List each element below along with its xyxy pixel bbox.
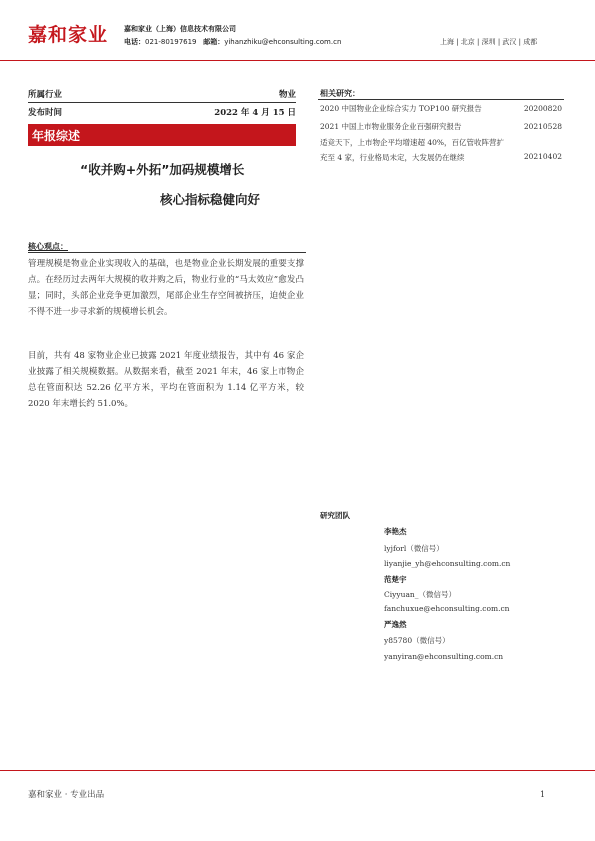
member-wechat: y85780（微信号） (384, 636, 450, 645)
company-name: 嘉和家业（上海）信息技术有限公司 (124, 25, 236, 33)
related-item[interactable] (320, 136, 566, 165)
member-email[interactable]: yanyiran@ehconsulting.com.cn (384, 652, 504, 661)
related-divider (318, 99, 564, 100)
related-item-title: 适竞天下，上市物企平均增速超 40%，百亿管收阵营扩充至 4 家，行业格局未定，大发展仍在继续 (320, 138, 505, 162)
member-email[interactable]: fanchuxue@ehconsulting.com.cn (384, 604, 510, 613)
related-item-date: 20210402 (523, 152, 562, 161)
related-item[interactable] (320, 120, 566, 135)
page-number: 1 (540, 790, 546, 799)
core-paragraph-1: 管理规模是物业企业实现收入的基础，也是物业企业长期发展的重要支撑点。在经历过去两年大规模的收并购之后，物业行业的“马太效应”愈发凸显；同时，头部企业竞争更加激烈，尾部企业生存空间被挤压，迫使企业不得不进一步寻求新的规模增长机会。 (28, 259, 304, 317)
industry-value: 物业 (278, 90, 296, 100)
headline-sub: 核心指标稳健向好 (160, 192, 261, 207)
date-row (28, 106, 296, 118)
member-name: 李艳杰 (384, 527, 407, 536)
related-item-date: 20200820 (523, 104, 562, 113)
research-team-title: 研究团队 (320, 511, 350, 520)
core-view-label: 核心观点： (28, 241, 68, 251)
member-email[interactable]: liyanjie_yh@ehconsulting.com.cn (384, 559, 511, 568)
office-cities: 上海 | 北京 | 深圳 | 武汉 | 成都 (440, 38, 538, 46)
email-label: 邮箱： (203, 38, 225, 46)
footer-brand: 嘉和家业 · 专业出品 (28, 790, 105, 800)
member-name: 严逸然 (384, 620, 407, 629)
industry-label: 所属行业 (28, 90, 63, 100)
headline-main: “收并购+外拓”加码规模增长 (80, 162, 245, 177)
related-research-title: 相关研究： (320, 88, 360, 98)
member-name: 范楚宇 (384, 575, 407, 584)
member-wechat: lyjforl（微信号） (384, 544, 444, 553)
date-label: 发布时间 (28, 108, 63, 118)
core-divider (28, 252, 306, 253)
related-item[interactable] (320, 102, 566, 117)
header-divider (0, 60, 595, 61)
industry-row (28, 88, 296, 100)
core-paragraph-2: 目前，共有 48 家物业企业已披露 2021 年度业绩报告，其中有 46 家企业披露了相关规模数据。从数据来看，截至 2021 年末，46 家上市物企总在管面积达 52.26 亿平方米，平均在管面积为 1.14 亿平方米，较 2020 年末增长约 51.0%。 (28, 351, 304, 409)
date-value: 2022 年 4 月 15 日 (214, 108, 296, 118)
footer-divider (0, 770, 595, 771)
report-type-banner: 年报综述 (28, 124, 296, 146)
contact-info (124, 37, 341, 47)
company-logo: 嘉和家业 (28, 24, 109, 46)
related-item-date: 20210528 (523, 122, 562, 131)
phone-number: 021-80197619 (145, 38, 197, 46)
email-address: yihanzhiku@ehconsulting.com.cn (224, 38, 342, 46)
related-item-title: 2020 中国物业企业综合实力 TOP100 研究报告 (320, 104, 482, 113)
meta-divider (28, 102, 296, 103)
related-item-title: 2021 中国上市物业服务企业百强研究报告 (320, 122, 462, 131)
phone-label: 电话： (124, 38, 145, 46)
member-wechat: Ciyyuan_（微信号） (384, 590, 456, 599)
